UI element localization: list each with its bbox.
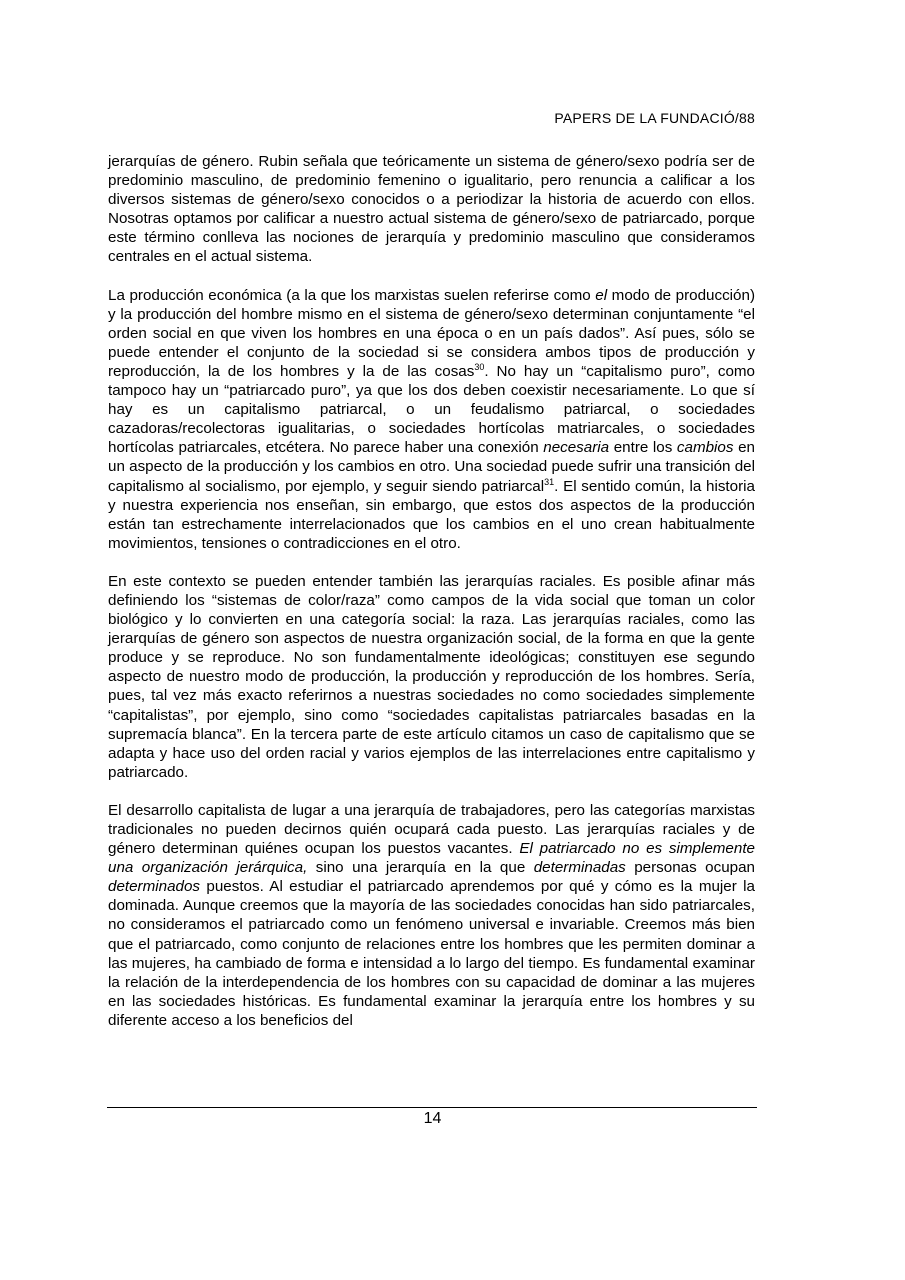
footnote-ref: 31: [544, 476, 555, 487]
text-run: entre los: [609, 439, 677, 457]
text-run: sino una jerarquía en la que: [307, 859, 534, 877]
italic-text: el: [595, 286, 608, 304]
text-run: jerarquías de género. Rubin señala que teóricamente un sistema de género/sexo podría ser de predominio masculino, de predominio femenino o igualitario, pero renuncia a calificar a los diversos sistemas de género/sexo conocidos o a periodizar la historia de acuerdo con ellos. Nosotras optamos por calificar a nuestro actual sistema de género/sexo de patriarcado, porque este término conlleva las nociones de jerarquía y predominio masculino que consideramos centrales en el actual sistema.: [108, 153, 755, 266]
text-run: personas ocupan: [625, 859, 755, 877]
italic-text: cambios: [676, 439, 734, 457]
text-run: en un aspecto de la producción y los cambios en otro. Una sociedad puede sufrir una transición del capitalismo al socialismo, por ejemplo, y seguir siendo patriarcal: [108, 439, 755, 495]
text-run: puestos. Al estudiar el patriarcado aprendemos por qué y cómo es la mujer la dominada. Aunque creemos que la mayoría de las sociedades conocidas han sido patriarcales, no consideramos el patriarcado como un fenómeno universal e invariable. Creemos más bien que el patriarcado, como conjunto de relaciones entre los hombres que les permiten dominar a las mujeres, ha cambiado de forma e intensidad a lo largo del tiempo. Es fundamental examinar la relación de la interdependencia de los hombres con su capacidad de dominar a las mujeres en las sociedades históricas. Es fundamental examinar la jerarquía entre los hombres y su diferente acceso a los beneficios del: [108, 878, 755, 1029]
body-text: [108, 152, 755, 1049]
page-number: 14: [423, 1110, 442, 1127]
text-run: . El sentido común, la historia y nuestra experiencia nos enseñan, sin embargo, que estos dos aspectos de la producción están tan estrechamente interrelacionados que los cambios en el uno crean habitualmente movimientos, tensiones o contradicciones en el otro.: [108, 477, 755, 552]
running-header: PAPERS DE LA FUNDACIÓ/88: [554, 110, 755, 126]
footer-rule: [107, 1107, 757, 1108]
italic-text: necesaria: [543, 439, 610, 457]
text-run: . No hay un “capitalismo puro”, como tampoco hay un “patriarcado puro”, ya que los dos deben coexistir necesariamente. Lo que sí hay es un capitalismo patriarcal, o un feudalismo patriarcal, o sociedades cazadoras/recolectoras igualitarias, o sociedades hortícolas matriarcales, o sociedades hortícolas patriarcales, etcétera. No parece haber una conexión: [108, 362, 755, 457]
text-run: En este contexto se pueden entender también las jerarquías raciales. Es posible afinar más definiendo los “sistemas de color/raza” como campos de la vida social que toman un color biológico y lo convierten en una categoría social: la raza. Las jerarquías raciales, como las jerarquías de género son aspectos de nuestra organización social, de la forma en que la gente produce y se reproduce. No son fundamentalmente ideológicas; constituyen ese segundo aspecto de nuestro modo de producción, la producción y reproducción de los hombres. Sería, pues, tal vez más exacto referirnos a nuestras sociedades no como sociedades simplemente “capitalistas”, por ejemplo, sino como “sociedades capitalistas patriarcales basadas en la supremacía blanca”. En la tercera parte de este artículo citamos un caso de capitalismo que se adapta y hace uso del orden racial y varios ejemplos de las interrelaciones entre capitalismo y patriarcado.: [108, 572, 755, 781]
italic-text: El patriarcado no es simplemente una organización jerárquica,: [108, 840, 755, 877]
italic-text: determinados: [108, 878, 201, 896]
footnote-ref: 30: [474, 361, 485, 372]
paragraph: [108, 152, 755, 267]
paragraph: [108, 286, 755, 553]
text-run: El desarrollo capitalista de lugar a una jerarquía de trabajadores, pero las categorías marxistas tradicionales no pueden decirnos quién ocupará cada puesto. Las jerarquías raciales y de género determinan quiénes ocupan los puestos vacantes.: [108, 801, 755, 858]
text-run: modo de producción) y la producción del hombre mismo en el sistema de género/sexo determinan conjuntamente “el orden social en que viven los hombres en una época o en un país dados”. Así pues, sólo se puede entender el conjunto de la sociedad si se considera ambos tipos de producción y reproducción, la de los hombres y la de las cosas: [108, 286, 756, 380]
italic-text: determinadas: [533, 859, 626, 877]
text-run: La producción económica (a la que los marxistas suelen referirse como: [108, 286, 596, 304]
paragraph: [108, 801, 755, 1030]
paragraph: [108, 572, 755, 782]
